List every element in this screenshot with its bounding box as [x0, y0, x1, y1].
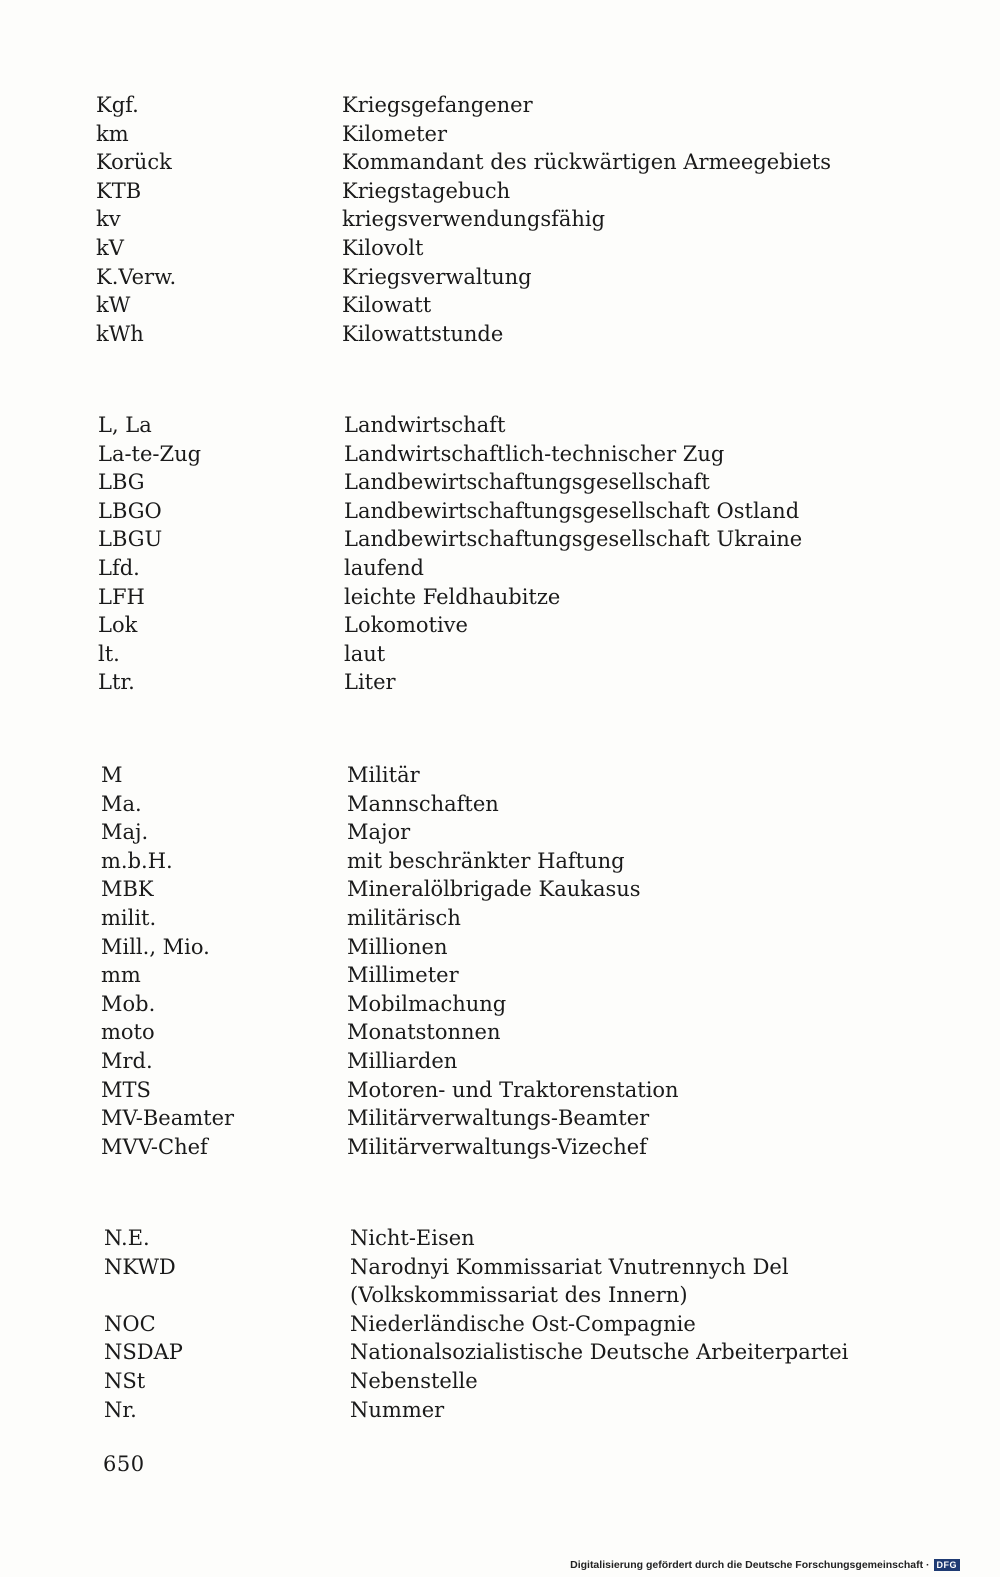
- abbreviation-meaning-line: Lokomotive: [344, 613, 468, 638]
- abbreviation-term: N.E.: [104, 1226, 150, 1250]
- abbreviation-meaning-line: laufend: [344, 555, 424, 580]
- abbreviation-meaning-line: Kilometer: [342, 121, 448, 146]
- abbreviation-term: NSt: [104, 1368, 146, 1393]
- abbreviation-entry: [104, 1224, 864, 1253]
- abbreviation-term: Korück: [96, 150, 172, 175]
- abbreviation-meaning: [347, 904, 861, 933]
- abbreviation-entry: [96, 205, 856, 234]
- abbreviation-term: M: [101, 763, 123, 787]
- abbreviation-meaning-line: Kommandant des rückwärtigen Armeegebiets: [342, 150, 832, 175]
- abbreviation-meaning-line: Monatstonnen: [347, 1020, 501, 1045]
- abbreviation-entry: [101, 1133, 861, 1162]
- abbreviation-meaning-line: Kriegstagebuch: [342, 178, 511, 203]
- abbreviation-meaning-line: Landbewirtschaftungsgesellschaft: [344, 470, 710, 495]
- abbreviation-entry: [98, 497, 858, 526]
- abbreviation-term: La-te-Zug: [98, 441, 202, 466]
- abbreviation-section-n: [104, 1224, 864, 1424]
- abbreviation-meaning: [347, 1076, 861, 1105]
- abbreviation-meaning-line: Nummer: [350, 1397, 445, 1422]
- abbreviation-meaning-line: Millimeter: [347, 963, 459, 988]
- abbreviation-meaning: [350, 1224, 864, 1253]
- abbreviation-meaning: [342, 234, 856, 263]
- abbreviation-entry: [101, 761, 861, 790]
- abbreviation-entry: [101, 790, 861, 819]
- abbreviation-meaning: [344, 611, 858, 640]
- abbreviation-meaning-line: Mannschaften: [347, 791, 499, 816]
- abbreviation-meaning: [350, 1338, 864, 1367]
- abbreviation-meaning: [344, 468, 858, 497]
- abbreviation-meaning-line: Landwirtschaftlich-technischer Zug: [344, 441, 725, 466]
- abbreviation-entry: [96, 91, 856, 120]
- dfg-logo: DFG: [934, 1559, 961, 1571]
- abbreviation-meaning: [347, 875, 861, 904]
- abbreviation-meaning: [344, 525, 858, 554]
- abbreviation-meaning-line: Landbewirtschaftungsgesellschaft Ukraine: [344, 527, 803, 552]
- abbreviation-meaning-line: Milliarden: [347, 1048, 458, 1073]
- abbreviation-meaning-line: Landwirtschaft: [344, 413, 506, 437]
- abbreviation-term: kV: [96, 235, 124, 260]
- abbreviation-term: NKWD: [104, 1254, 176, 1279]
- abbreviation-term: mm: [101, 963, 141, 988]
- abbreviation-term: Mob.: [101, 991, 156, 1016]
- abbreviation-meaning-line: Kilowattstunde: [342, 321, 504, 346]
- abbreviation-meaning: [344, 668, 858, 697]
- abbreviation-meaning: [347, 1047, 861, 1076]
- abbreviation-entry: [104, 1338, 864, 1367]
- abbreviation-entry: [96, 320, 856, 349]
- abbreviation-meaning-line: Nationalsozialistische Deutsche Arbeiterpartei: [350, 1340, 849, 1365]
- abbreviation-entry: [101, 1047, 861, 1076]
- abbreviation-section-m: [101, 761, 861, 1161]
- abbreviation-meaning-line: Kriegsgefangener: [342, 93, 533, 117]
- abbreviation-meaning-line: leichte Feldhaubitze: [344, 584, 561, 609]
- abbreviation-term: LBG: [98, 470, 145, 495]
- footer-text: Digitalisierung gefördert durch die Deutsche Forschungsgemeinschaft ·: [570, 1559, 930, 1571]
- abbreviation-term: Kgf.: [96, 93, 139, 117]
- abbreviation-meaning-line: Kilowatt: [342, 293, 432, 318]
- abbreviation-entry: [96, 177, 856, 206]
- abbreviation-meaning: [342, 177, 856, 206]
- abbreviation-meaning: [347, 1018, 861, 1047]
- abbreviation-meaning: [347, 790, 861, 819]
- abbreviation-meaning-line: Kriegsverwaltung: [342, 264, 532, 289]
- abbreviation-term: kW: [96, 293, 131, 318]
- abbreviation-entry: [104, 1253, 864, 1310]
- abbreviation-entry: [96, 148, 856, 177]
- abbreviation-meaning-line: Landbewirtschaftungsgesellschaft Ostland: [344, 498, 800, 523]
- abbreviation-entry: [96, 120, 856, 149]
- abbreviation-meaning: [347, 933, 861, 962]
- abbreviation-meaning: [342, 91, 856, 120]
- abbreviation-entry: [98, 411, 858, 440]
- abbreviation-meaning-line: laut: [344, 641, 386, 666]
- abbreviation-entry: [96, 234, 856, 263]
- abbreviation-term: NSDAP: [104, 1340, 183, 1365]
- abbreviation-term: Mrd.: [101, 1048, 153, 1073]
- abbreviation-meaning: [342, 205, 856, 234]
- abbreviation-term: Nr.: [104, 1397, 137, 1422]
- abbreviation-meaning: [347, 961, 861, 990]
- abbreviation-meaning: [342, 320, 856, 349]
- abbreviation-entry: [98, 525, 858, 554]
- abbreviation-term: LFH: [98, 584, 145, 609]
- abbreviation-meaning: [344, 554, 858, 583]
- abbreviation-meaning: [350, 1253, 864, 1310]
- abbreviation-section-k: [96, 91, 856, 348]
- abbreviation-meaning: [347, 1104, 861, 1133]
- abbreviation-term: Mill., Mio.: [101, 934, 210, 959]
- abbreviation-entry: [101, 875, 861, 904]
- abbreviation-meaning: [347, 1133, 861, 1162]
- abbreviation-meaning-line: Motoren- und Traktorenstation: [347, 1077, 679, 1102]
- abbreviation-entry: [98, 640, 858, 669]
- abbreviation-entry: [101, 1018, 861, 1047]
- abbreviation-meaning: [347, 847, 861, 876]
- abbreviation-meaning: [350, 1310, 864, 1339]
- abbreviation-meaning-line: mit beschränkter Haftung: [347, 848, 625, 873]
- abbreviation-meaning: [342, 120, 856, 149]
- abbreviation-meaning-line: Millionen: [347, 934, 448, 959]
- abbreviation-meaning: [347, 818, 861, 847]
- abbreviation-term: kv: [96, 207, 121, 232]
- abbreviation-meaning: [344, 411, 858, 440]
- abbreviation-meaning-line: militärisch: [347, 905, 461, 930]
- abbreviation-term: KTB: [96, 178, 142, 203]
- abbreviation-term: L, La: [98, 413, 152, 437]
- abbreviation-meaning-line: (Volkskommissariat des Innern): [350, 1283, 688, 1308]
- abbreviation-entry: [101, 1104, 861, 1133]
- abbreviation-term: Ma.: [101, 791, 142, 816]
- abbreviation-meaning-line: Kilovolt: [342, 235, 424, 260]
- abbreviation-term: NOC: [104, 1311, 156, 1336]
- abbreviation-entry: [104, 1367, 864, 1396]
- abbreviation-meaning: [347, 990, 861, 1019]
- abbreviation-entry: [96, 263, 856, 292]
- abbreviation-meaning: [344, 583, 858, 612]
- abbreviation-term: LBGO: [98, 498, 162, 523]
- abbreviation-section-l: [98, 411, 858, 697]
- abbreviation-meaning-line: Major: [347, 820, 411, 845]
- abbreviation-entry: [98, 554, 858, 583]
- abbreviation-term: kWh: [96, 321, 144, 346]
- abbreviation-entry: [98, 668, 858, 697]
- abbreviation-term: Lok: [98, 613, 138, 638]
- abbreviation-term: Lfd.: [98, 555, 140, 580]
- abbreviation-meaning: [342, 263, 856, 292]
- abbreviation-entry: [98, 611, 858, 640]
- abbreviation-term: km: [96, 121, 129, 146]
- abbreviation-meaning: [350, 1367, 864, 1396]
- abbreviation-entry: [101, 1076, 861, 1105]
- abbreviation-entry: [101, 847, 861, 876]
- abbreviation-meaning: [350, 1396, 864, 1425]
- abbreviation-term: LBGU: [98, 527, 163, 552]
- abbreviation-term: m.b.H.: [101, 848, 173, 873]
- abbreviation-meaning-line: Militärverwaltungs-Beamter: [347, 1106, 650, 1131]
- abbreviation-entry: [101, 818, 861, 847]
- abbreviation-meaning: [342, 148, 856, 177]
- abbreviation-meaning: [347, 761, 861, 790]
- abbreviation-term: lt.: [98, 641, 120, 666]
- abbreviation-entry: [101, 904, 861, 933]
- abbreviation-entry: [101, 990, 861, 1019]
- abbreviation-meaning-line: Liter: [344, 670, 396, 695]
- abbreviation-entry: [101, 933, 861, 962]
- abbreviation-term: Maj.: [101, 820, 149, 845]
- page-number: 650: [103, 1452, 145, 1476]
- abbreviation-entry: [96, 291, 856, 320]
- abbreviation-meaning-line: Militär: [347, 763, 420, 787]
- abbreviation-meaning: [344, 640, 858, 669]
- abbreviation-entry: [101, 961, 861, 990]
- abbreviation-entry: [98, 583, 858, 612]
- abbreviation-meaning-line: Mobilmachung: [347, 991, 507, 1016]
- abbreviation-meaning-line: Militärverwaltungs-Vizechef: [347, 1134, 647, 1159]
- abbreviation-meaning-line: Narodnyi Kommissariat Vnutrennych Del: [350, 1254, 789, 1279]
- abbreviation-term: MBK: [101, 877, 154, 902]
- abbreviation-meaning-line: Nebenstelle: [350, 1368, 478, 1393]
- abbreviation-meaning-line: Niederländische Ost-Compagnie: [350, 1311, 696, 1336]
- abbreviation-meaning: [342, 291, 856, 320]
- abbreviation-term: moto: [101, 1020, 155, 1045]
- abbreviation-term: MVV-Chef: [101, 1134, 208, 1159]
- abbreviation-meaning-line: Mineralölbrigade Kaukasus: [347, 877, 641, 902]
- abbreviation-term: Ltr.: [98, 670, 135, 695]
- abbreviation-entry: [104, 1310, 864, 1339]
- abbreviation-entry: [104, 1396, 864, 1425]
- abbreviation-meaning-line: kriegsverwendungsfähig: [342, 207, 606, 232]
- abbreviation-entry: [98, 468, 858, 497]
- abbreviation-term: MTS: [101, 1077, 151, 1102]
- digitization-footer: [570, 1559, 960, 1571]
- abbreviation-meaning-line: Nicht-Eisen: [350, 1226, 475, 1250]
- abbreviation-meaning: [344, 440, 858, 469]
- abbreviation-term: K.Verw.: [96, 264, 177, 289]
- abbreviation-term: MV-Beamter: [101, 1106, 235, 1131]
- abbreviation-meaning: [344, 497, 858, 526]
- abbreviation-entry: [98, 440, 858, 469]
- abbreviation-term: milit.: [101, 905, 157, 930]
